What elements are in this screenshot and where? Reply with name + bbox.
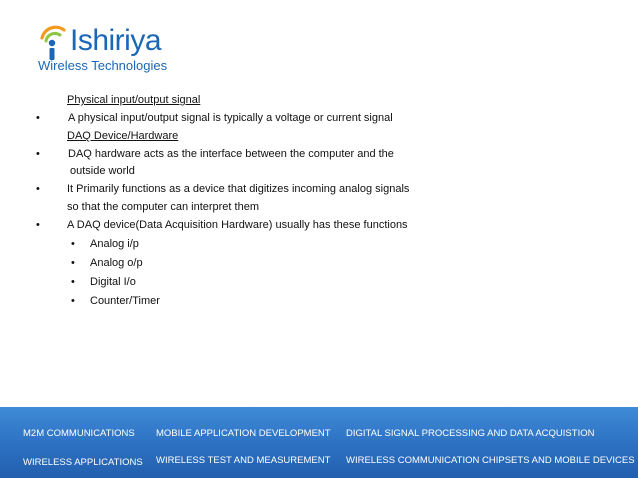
wifi-signal-icon — [38, 24, 72, 62]
footer-link-mobile-app: MOBILE APPLICATION DEVELOPMENT — [156, 428, 331, 439]
heading-daq-device: DAQ Device/Hardware — [67, 130, 179, 142]
footer-link-m2m: M2M COMMUNICATIONS — [23, 428, 135, 439]
logo-tagline: Wireless Technologies — [38, 58, 168, 73]
sub-bullet-marker: • — [71, 238, 75, 250]
heading-physical-io: Physical input/output signal — [67, 94, 201, 106]
bullet-marker: • — [36, 148, 40, 160]
bullet-marker: • — [36, 183, 40, 195]
company-logo — [36, 16, 196, 76]
sub-list-item: Analog i/p — [90, 238, 139, 250]
bullet-text: It Primarily functions as a device that digitizes incoming analog signals — [67, 183, 410, 195]
footer-link-wireless-apps: WIRELESS APPLICATIONS — [23, 457, 143, 468]
footer-link-dsp: DIGITAL SIGNAL PROCESSING AND DATA ACQUISTION — [346, 428, 595, 439]
sub-bullet-marker: • — [71, 295, 75, 307]
bullet-text-continuation: outside world — [70, 165, 135, 177]
sub-bullet-marker: • — [71, 276, 75, 288]
sub-list-item: Digital I/o — [90, 276, 136, 288]
footer-link-test-measurement: WIRELESS TEST AND MEASUREMENT — [156, 455, 331, 466]
sub-bullet-marker: • — [71, 257, 75, 269]
sub-list-item: Counter/Timer — [90, 295, 160, 307]
bullet-text: A DAQ device(Data Acquisition Hardware) usually has these functions — [67, 219, 408, 231]
bullet-marker: • — [36, 219, 40, 231]
footer-banner — [0, 407, 638, 478]
bullet-text-continuation: so that the computer can interpret them — [67, 201, 259, 213]
bullet-text: A physical input/output signal is typically a voltage or current signal — [68, 112, 393, 124]
bullet-text: DAQ hardware acts as the interface between the computer and the — [68, 148, 394, 160]
bullet-marker: • — [36, 112, 40, 124]
footer-link-chipsets: WIRELESS COMMUNICATION CHIPSETS AND MOBILE DEVICES — [346, 455, 635, 466]
logo-name: Ishiriya — [70, 24, 162, 57]
sub-list-item: Analog o/p — [90, 257, 143, 269]
